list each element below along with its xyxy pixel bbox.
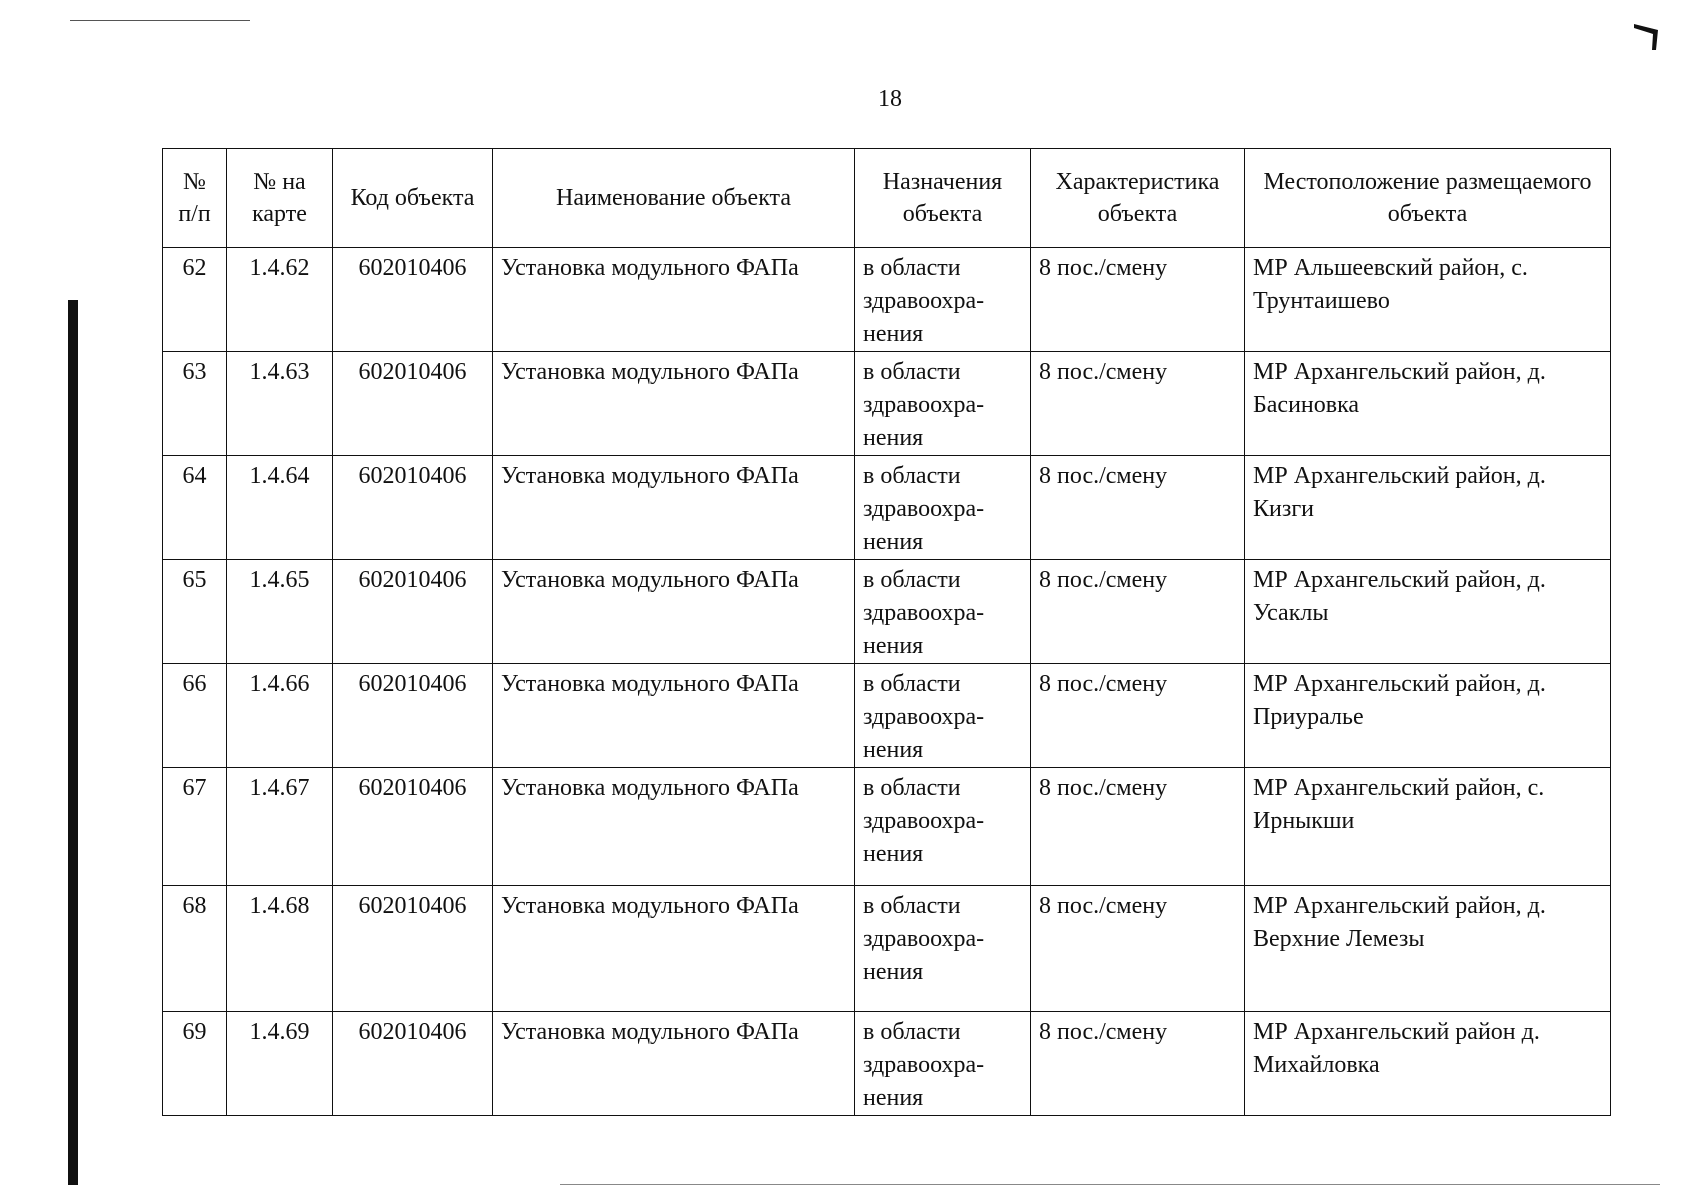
cell-number: 64 [163, 456, 227, 560]
cell-object-location: МР Архангельский район, д. Усаклы [1245, 560, 1611, 664]
table-row [163, 456, 1611, 560]
table-row [163, 560, 1611, 664]
header-object-code: Код объекта [333, 149, 493, 248]
table-row [163, 664, 1611, 768]
cell-object-location: МР Архангельский район, д. Кизги [1245, 456, 1611, 560]
header-object-name: Наименование объекта [493, 149, 855, 248]
cell-object-location: МР Архангельский район, с. Ирныкши [1245, 768, 1611, 886]
cell-object-characteristic: 8 пос./смену [1031, 886, 1245, 1012]
cell-number: 68 [163, 886, 227, 1012]
cell-map-number: 1.4.67 [227, 768, 333, 886]
cell-object-name: Установка модульного ФАПа [493, 768, 855, 886]
table-row [163, 248, 1611, 352]
cell-map-number: 1.4.66 [227, 664, 333, 768]
cell-object-code: 602010406 [333, 664, 493, 768]
cell-object-code: 602010406 [333, 768, 493, 886]
cell-map-number: 1.4.62 [227, 248, 333, 352]
objects-table [162, 148, 1611, 1116]
scan-artifact-left-edge [68, 300, 78, 1185]
cell-number: 62 [163, 248, 227, 352]
cell-object-characteristic: 8 пос./смену [1031, 768, 1245, 886]
scan-artifact-corner-mark [1632, 20, 1662, 50]
cell-object-characteristic: 8 пос./смену [1031, 664, 1245, 768]
cell-object-name: Установка модульного ФАПа [493, 248, 855, 352]
cell-object-location: МР Альшеевский район, с. Трунтаишево [1245, 248, 1611, 352]
cell-object-characteristic: 8 пос./смену [1031, 560, 1245, 664]
table-row [163, 1012, 1611, 1116]
cell-number: 65 [163, 560, 227, 664]
cell-object-location: МР Архангельский район, д. Приуралье [1245, 664, 1611, 768]
cell-map-number: 1.4.63 [227, 352, 333, 456]
header-number: № п/п [163, 149, 227, 248]
cell-object-name: Установка модульного ФАПа [493, 664, 855, 768]
cell-number: 67 [163, 768, 227, 886]
cell-object-location: МР Архангельский район д. Михайловка [1245, 1012, 1611, 1116]
page-number: 18 [878, 86, 902, 112]
cell-object-purpose: в области здравоохра-нения [855, 456, 1031, 560]
cell-map-number: 1.4.68 [227, 886, 333, 1012]
scan-artifact-bottom-line [560, 1184, 1660, 1185]
cell-object-purpose: в области здравоохра-нения [855, 560, 1031, 664]
cell-number: 63 [163, 352, 227, 456]
header-object-location: Местоположение размещаемого объекта [1245, 149, 1611, 248]
cell-object-characteristic: 8 пос./смену [1031, 248, 1245, 352]
cell-object-purpose: в области здравоохра-нения [855, 1012, 1031, 1116]
table-header-row [163, 149, 1611, 248]
cell-object-code: 602010406 [333, 456, 493, 560]
header-object-characteristic: Характеристика объекта [1031, 149, 1245, 248]
cell-object-characteristic: 8 пос./смену [1031, 1012, 1245, 1116]
table-row [163, 352, 1611, 456]
cell-object-purpose: в области здравоохра-нения [855, 886, 1031, 1012]
cell-map-number: 1.4.65 [227, 560, 333, 664]
cell-object-name: Установка модульного ФАПа [493, 352, 855, 456]
cell-object-characteristic: 8 пос./смену [1031, 352, 1245, 456]
cell-object-code: 602010406 [333, 352, 493, 456]
cell-object-location: МР Архангельский район, д. Басиновка [1245, 352, 1611, 456]
cell-number: 66 [163, 664, 227, 768]
cell-object-code: 602010406 [333, 1012, 493, 1116]
cell-object-name: Установка модульного ФАПа [493, 1012, 855, 1116]
cell-object-name: Установка модульного ФАПа [493, 560, 855, 664]
header-object-purpose: Назначения объекта [855, 149, 1031, 248]
scan-artifact-top-line [70, 20, 250, 21]
cell-object-code: 602010406 [333, 248, 493, 352]
cell-map-number: 1.4.69 [227, 1012, 333, 1116]
cell-object-location: МР Архангельский район, д. Верхние Лемезы [1245, 886, 1611, 1012]
cell-object-code: 602010406 [333, 886, 493, 1012]
cell-object-purpose: в области здравоохра-нения [855, 352, 1031, 456]
cell-number: 69 [163, 1012, 227, 1116]
table-row [163, 886, 1611, 1012]
cell-object-characteristic: 8 пос./смену [1031, 456, 1245, 560]
cell-map-number: 1.4.64 [227, 456, 333, 560]
cell-object-code: 602010406 [333, 560, 493, 664]
table-row [163, 768, 1611, 886]
cell-object-purpose: в области здравоохра-нения [855, 248, 1031, 352]
cell-object-purpose: в области здравоохра-нения [855, 768, 1031, 886]
cell-object-purpose: в области здравоохра-нения [855, 664, 1031, 768]
cell-object-name: Установка модульного ФАПа [493, 886, 855, 1012]
cell-object-name: Установка модульного ФАПа [493, 456, 855, 560]
header-map-number: № на карте [227, 149, 333, 248]
